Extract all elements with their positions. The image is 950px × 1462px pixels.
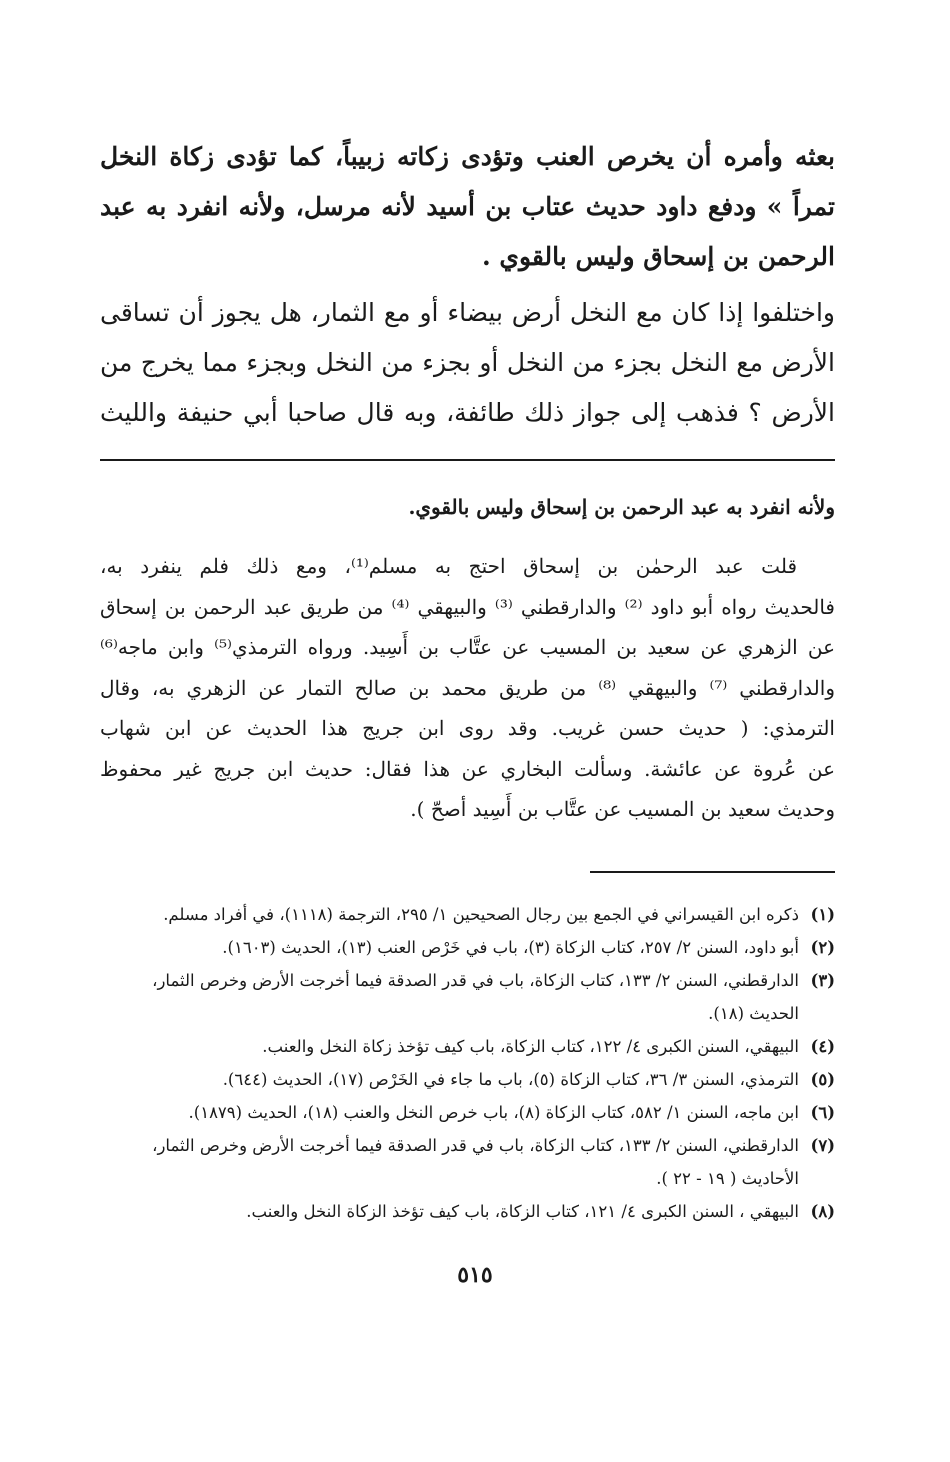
text-line: عن عُروة عن عائشة. وسألت البخاري عن هذا فقال: حديث ابن جريج غير محفوظ	[100, 756, 835, 781]
main-paragraph	[100, 288, 835, 438]
text-line: تمراً » ودفع داود حديث عتاب بن أسيد لأنه مرسل، ولأنه انفرد به عبد	[100, 192, 835, 221]
footnote-number: (٧)	[810, 1136, 835, 1155]
text-line: ولأنه انفرد به عبد الرحمن بن إسحاق وليس بالقوي.	[408, 495, 835, 519]
commentary-paragraph	[100, 546, 835, 830]
footnote	[100, 964, 835, 997]
footnote-text: الحديث (١٨).	[708, 1004, 799, 1023]
footnote	[100, 1195, 835, 1228]
text-line: الترمذي: ( حديث حسن غريب. وقد روى ابن جريج هذا الحديث عن ابن شهاب	[100, 716, 835, 740]
footnote-number: (٥)	[810, 1070, 835, 1089]
footnotes-list	[100, 898, 835, 1228]
section-divider	[100, 459, 835, 461]
footnote-text: الترمذي، السنن ٣/ ٣٦، كتاب الزكاة (٥)، باب ما جاء في الخَرْص (١٧)، الحديث (٦٤٤).	[222, 1070, 799, 1089]
footnote	[100, 931, 835, 964]
footnote-continuation	[100, 997, 835, 1030]
text-line: عن الزهري عن سعيد بن المسيب عن عتَّاب بن أَسِيد. ورواه الترمذي⁽⁵⁾ وابن ماجه⁽⁶⁾	[100, 635, 835, 659]
text-line: واختلفوا إذا كان مع النخل أرض بيضاء أو مع الثمار، هل يجوز أن تساقى	[100, 298, 835, 327]
footnote-text: الدارقطني، السنن ٢/ ١٣٣، كتاب الزكاة، باب في قدر الصدقة فيما أخرجت الأرض وخرص الثمار،	[152, 1136, 799, 1155]
footnote-number: (٦)	[810, 1103, 835, 1122]
commentary-heading	[100, 489, 835, 525]
footnote	[100, 898, 835, 931]
footnote	[100, 1030, 835, 1063]
footnote	[100, 1063, 835, 1096]
footnote-number: (٨)	[810, 1202, 835, 1221]
main-quote-paragraph	[100, 132, 835, 282]
text-line: والدارقطني ⁽⁷⁾ والبيهقي ⁽⁸⁾ من طريق محمد بن صالح التمار عن الزهري به، وقال	[100, 675, 835, 700]
text-line: قلت عبد الرحمٰن بن إسحاق احتج به مسلم⁽¹⁾، ومع ذلك فلم ينفرد به،	[100, 554, 797, 578]
footnote-number: (٤)	[810, 1037, 835, 1056]
footnote-divider	[590, 871, 835, 873]
footnote-text: البيهقي، السنن الكبرى ٤/ ١٢٢، كتاب الزكاة، باب كيف تؤخذ زكاة النخل والعنب.	[262, 1037, 799, 1056]
page-number: ٥١٥	[457, 1262, 493, 1288]
footnote-text: البيهقي ، السنن الكبرى ٤/ ١٢١، كتاب الزكاة، باب كيف تؤخذ الزكاة النخل والعنب.	[246, 1202, 799, 1221]
footnote-text: الدارقطني، السنن ٢/ ١٣٣، كتاب الزكاة، باب في قدر الصدقة فيما أخرجت الأرض وخرص الثمار،	[152, 971, 799, 990]
footnote-text: أبو داود، السنن ٢/ ٢٥٧، كتاب الزكاة (٣)، باب في خَرْص العنب (١٣)، الحديث (١٦٠٣).	[222, 938, 799, 957]
text-line: الرحمن بن إسحاق وليس بالقوي .	[482, 242, 835, 271]
text-line: الأرض مع النخل بجزء من النخل أو بجزء من النخل وبجزء مما يخرج من	[100, 348, 835, 377]
footnote-text: الأحاديث ( ١٩ - ٢٢ ).	[656, 1169, 799, 1188]
footnote-text: ذكره ابن القيسراني في الجمع بين رجال الصحيحين ١/ ٢٩٥، الترجمة (١١١٨)، في أفراد مسلم.	[163, 905, 799, 924]
footnote-number: (٢)	[810, 938, 835, 957]
text-line: بعثه وأمره أن يخرص العنب وتؤدى زكاته زبيباً، كما تؤدى زكاة النخل	[100, 142, 835, 171]
footnote-continuation	[100, 1162, 835, 1195]
text-line: الأرض ؟ فذهب إلى جواز ذلك طائفة، وبه قال صاحبا أبي حنيفة والليث	[100, 398, 835, 427]
footnote-number: (١)	[810, 905, 835, 924]
text-line: فالحديث رواه أبو داود ⁽²⁾ والدارقطني ⁽³⁾ والبيهقي ⁽⁴⁾ من طريق عبد الرحمن بن إسحاق	[100, 594, 835, 619]
footnote-text: ابن ماجه، السنن ١/ ٥٨٢، كتاب الزكاة (٨)، باب خرص النخل والعنب (١٨)، الحديث (١٨٧٩).	[188, 1103, 799, 1122]
footnote	[100, 1129, 835, 1162]
text-line: وحديث سعيد بن المسيب عن عتَّاب بن أَسِيد أصحّ ).	[410, 797, 835, 821]
footnote-number: (٣)	[810, 971, 835, 990]
footnote	[100, 1096, 835, 1129]
